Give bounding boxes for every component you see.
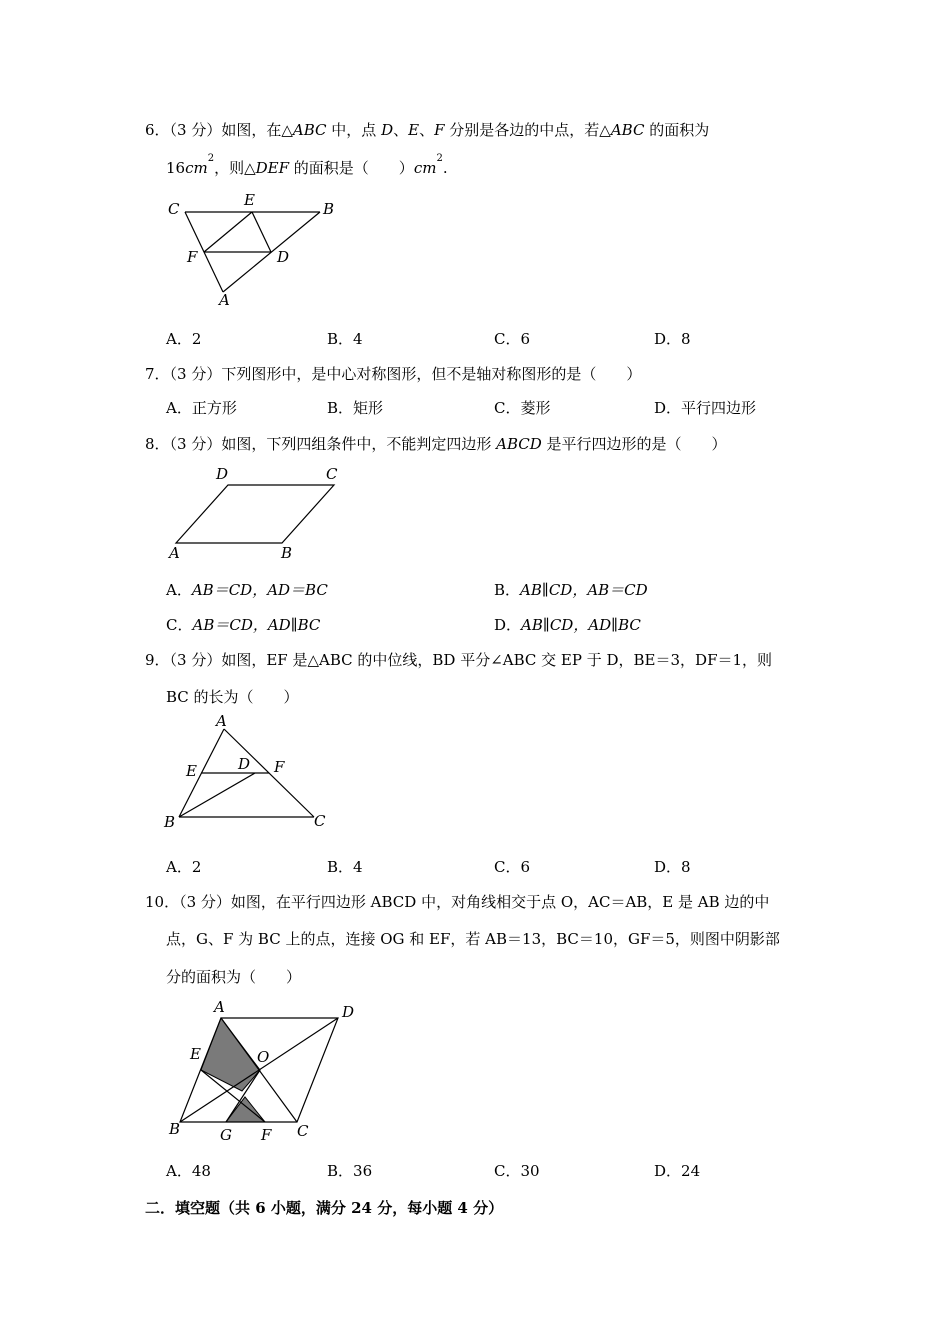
q6-option-b[interactable]: B．4 [327,330,363,348]
q10-label-c: C [297,1122,309,1140]
q7-option-c[interactable]: C．菱形 [494,399,551,417]
q9-label-b: B [164,813,176,831]
q10-option-d[interactable]: D．24 [654,1162,701,1180]
q6-label-a: A [219,291,230,309]
q10-label-d: D [342,1003,355,1021]
q8-option-d[interactable]: D．AB∥CD，AD∥BC [494,616,641,634]
q9-line2: BC 的长为（ ） [166,688,299,706]
q10-label-g: G [220,1126,232,1144]
q6-label-c: C [168,200,180,218]
q7-option-a[interactable]: A．正方形 [166,399,237,417]
q6-option-a[interactable]: A．2 [166,330,202,348]
q9-option-b[interactable]: B．4 [327,858,363,876]
section-heading: 二．填空题（共 6 小题，满分 24 分，每小题 4 分） [145,1199,504,1217]
q9-label-a: A [216,712,227,730]
q9-label-d: D [238,755,251,773]
q8-label-b: B [281,544,293,562]
q6-label-f: F [187,248,198,266]
q10-label-e: E [190,1045,201,1063]
q9-option-d[interactable]: D．8 [654,858,691,876]
q8-option-b[interactable]: B．AB∥CD，AB＝CD [494,581,648,599]
q6-line2: $16cm^2$，则△DEF 的面积是（ ）$cm^2$. [166,153,448,177]
q10-option-c[interactable]: C．30 [494,1162,540,1180]
q6-label-d: D [277,248,290,266]
q9-label-e: E [186,762,197,780]
q10-line1: 10．（3 分）如图，在平行四边形 ABCD 中，对角线相交于点 O，AC＝AB，E 是 AB 边的中 [145,893,770,911]
q10-line3: 分的面积为（ ） [166,968,302,986]
q9-label-c: C [314,812,326,830]
q10-line2: 点，G、F 为 BC 上的点，连接 OG 和 EF，若 AB＝13，BC＝10，GF＝5，则图中阴影部 [166,930,780,948]
q10-shaded-quad [201,1018,260,1091]
q7-stem: 7．（3 分）下列图形中，是中心对称图形，但不是轴对称图形的是（ ） [145,365,642,383]
q9-option-a[interactable]: A．2 [166,858,202,876]
q7-option-d[interactable]: D．平行四边形 [654,399,757,417]
q6-label-b: B [323,200,335,218]
q9-option-c[interactable]: C．6 [494,858,531,876]
q8-stem: 8．（3 分）如图，下列四组条件中，不能判定四边形 ABCD 是平行四边形的是（ ） [145,435,727,453]
q8-option-c[interactable]: C．AB＝CD，AD∥BC [166,616,321,634]
q8-label-c: C [326,465,338,483]
q6-option-c[interactable]: C．6 [494,330,531,348]
q10-option-b[interactable]: B．36 [327,1162,373,1180]
q8-label-a: A [169,544,180,562]
q9-line1: 9．（3 分）如图，EF 是△ABC 的中位线，BD 平分∠ABC 交 EP 于 D，BE＝3，DF＝1，则 [145,651,773,669]
q6-line1: 6．（3 分）如图，在△ABC 中，点 D、E、F 分别是各边的中点，若△ABC 的面积为 [145,121,710,139]
q6-label-e: E [244,191,255,209]
q10-label-o: O [257,1048,270,1066]
q10-label-f: F [261,1126,272,1144]
q10-label-a: A [214,998,225,1016]
q6-option-d[interactable]: D．8 [654,330,691,348]
q10-label-b: B [169,1120,181,1138]
q9-label-f: F [274,758,285,776]
q7-option-b[interactable]: B．矩形 [327,399,384,417]
q10-shaded-triangle [226,1097,265,1122]
q8-label-d: D [216,465,229,483]
q8-option-a[interactable]: A．AB＝CD，AD＝BC [166,581,328,599]
q10-option-a[interactable]: A．48 [166,1162,211,1180]
